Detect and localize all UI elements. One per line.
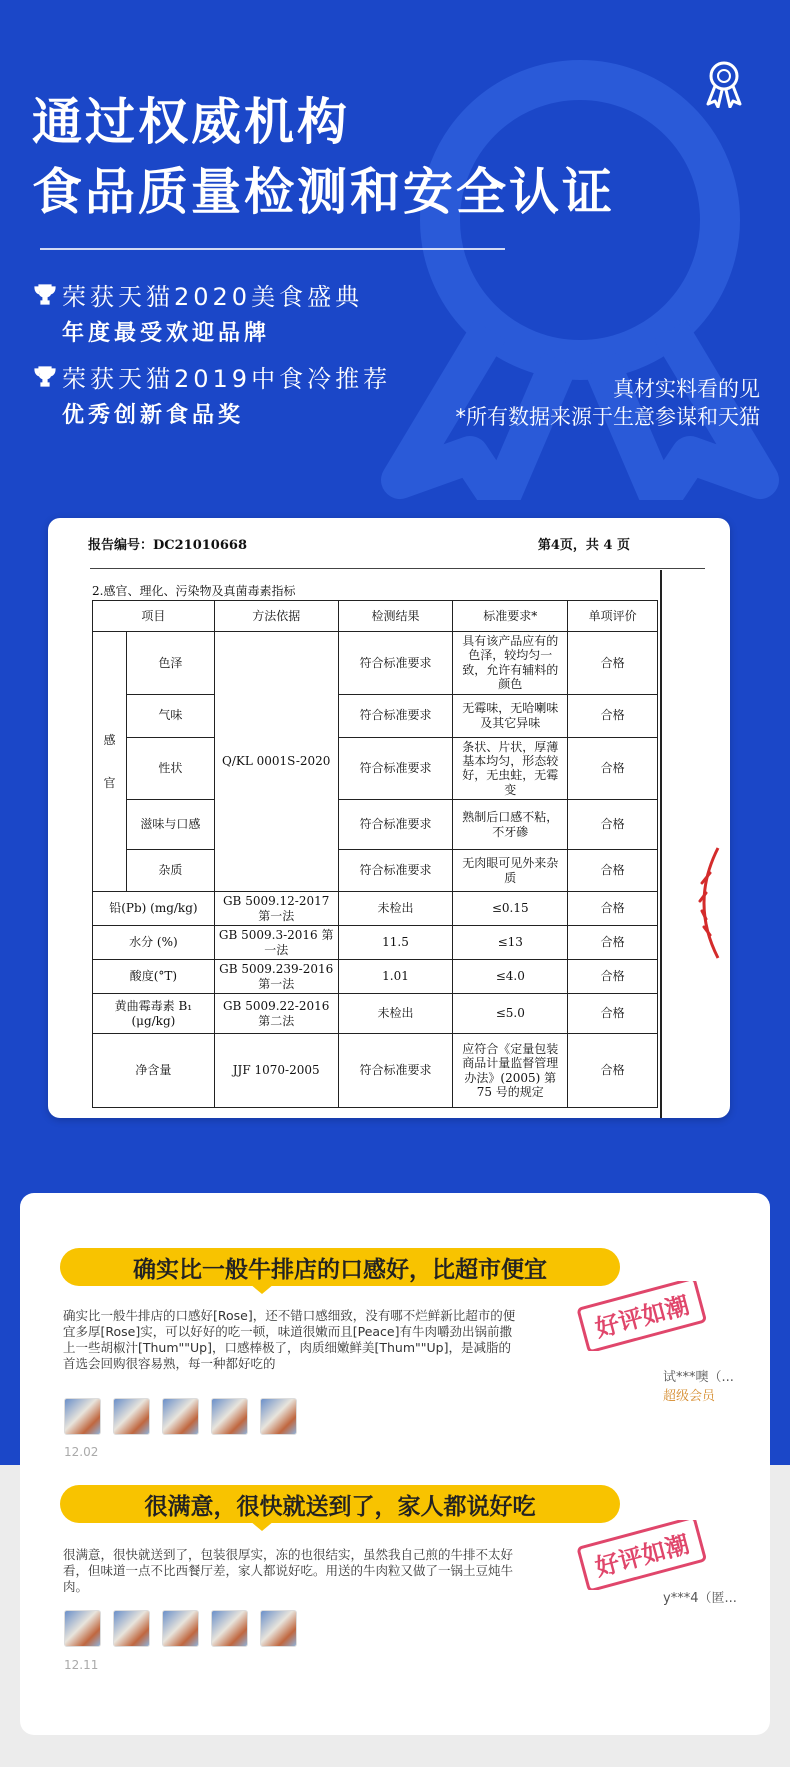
reviews-card bbox=[20, 1193, 770, 1735]
trophy-icon bbox=[34, 365, 56, 387]
hero-title-line2: 食品质量检测和安全认证 bbox=[32, 163, 615, 221]
review-photo-thumbnail[interactable] bbox=[162, 1398, 199, 1435]
table-cell: 合格 bbox=[568, 926, 658, 960]
table-cell: 色泽 bbox=[126, 632, 214, 695]
table-row bbox=[93, 1034, 658, 1108]
divider bbox=[90, 568, 705, 569]
table-cell: 铅(Pb) (mg/kg) bbox=[93, 892, 215, 926]
table-cell: GB 5009.3-2016 第一法 bbox=[214, 926, 338, 960]
table-cell: 合格 bbox=[568, 737, 658, 800]
table-cell: 1.01 bbox=[338, 960, 453, 994]
review-date: 12.11 bbox=[64, 1658, 99, 1672]
trophy-icon bbox=[34, 283, 56, 305]
review-photo-thumbnail[interactable] bbox=[64, 1398, 101, 1435]
review-photo-thumbnail[interactable] bbox=[64, 1610, 101, 1647]
table-cell: 无霉味，无哈喇味及其它异味 bbox=[453, 694, 568, 737]
sensory-method-cell: Q/KL 0001S-2020 bbox=[214, 632, 338, 892]
table-cell: 符合标准要求 bbox=[338, 694, 453, 737]
table-cell: 杂质 bbox=[126, 850, 214, 892]
award-subtitle: 年度最受欢迎品牌 bbox=[62, 321, 271, 346]
table-row bbox=[93, 926, 658, 960]
table-cell: 合格 bbox=[568, 850, 658, 892]
award-subtitle: 优秀创新食品奖 bbox=[62, 403, 245, 428]
table-row bbox=[93, 994, 658, 1034]
award-title: 荣获天猫2019中食冷推荐 bbox=[62, 364, 392, 393]
review-photo-thumbnail[interactable] bbox=[211, 1610, 248, 1647]
reviewer-name: 试***噢（... bbox=[663, 1370, 734, 1385]
good-review-stamp bbox=[572, 1281, 712, 1351]
table-cell: 无肉眼可见外来杂质 bbox=[453, 850, 568, 892]
review-headline-text: 很满意，很快就送到了，家人都说好吃 bbox=[144, 1493, 536, 1520]
table-row bbox=[93, 632, 658, 695]
review-photo-thumbnail[interactable] bbox=[211, 1398, 248, 1435]
table-header-row bbox=[93, 601, 658, 632]
award-item bbox=[34, 360, 391, 429]
review-headline bbox=[60, 1248, 620, 1286]
review-photo-thumbnail[interactable] bbox=[113, 1398, 150, 1435]
table-cell: 熟制后口感不粘，不牙碜 bbox=[453, 800, 568, 850]
table-header: 检测结果 bbox=[338, 601, 453, 632]
pill-tail bbox=[250, 1284, 274, 1294]
review-photo-thumbnail[interactable] bbox=[113, 1610, 150, 1647]
table-cell: 合格 bbox=[568, 892, 658, 926]
report-number: 报告编号：DC21010668 bbox=[88, 538, 247, 553]
table-row bbox=[93, 960, 658, 994]
table-cell: 未检出 bbox=[338, 892, 453, 926]
table-cell: 合格 bbox=[568, 694, 658, 737]
table-cell: 合格 bbox=[568, 800, 658, 850]
divider bbox=[660, 570, 662, 1118]
table-cell: 合格 bbox=[568, 994, 658, 1034]
table-header: 方法依据 bbox=[214, 601, 338, 632]
review-text: 确实比一般牛排店的口感好[Rose]，还不错口感细致，没有哪不烂鲜新比超市的便宜多厚[Rose]实，可以好好的吃一顿，味道很嫩而且[Peace]有牛肉嚼劲出锅前撒上一些胡椒汁[Thum""Up]，口感棒极了，肉质细嫩鲜美[Thum""Up]，是减脂的首选会回购很容易熟，每一种都好吃的 bbox=[63, 1308, 516, 1371]
table-cell: 水分 (%) bbox=[93, 926, 215, 960]
table-cell: 酸度(°T) bbox=[93, 960, 215, 994]
pill-tail bbox=[250, 1521, 274, 1531]
award-item bbox=[34, 278, 363, 347]
sensory-group-cell: 感 官 bbox=[93, 632, 127, 892]
table-header: 标准要求* bbox=[453, 601, 568, 632]
table-cell: 11.5 bbox=[338, 926, 453, 960]
table-cell: 未检出 bbox=[338, 994, 453, 1034]
table-cell: ≤5.0 bbox=[453, 994, 568, 1034]
stamp-text: 好评如潮 bbox=[592, 1291, 693, 1343]
table-row bbox=[93, 737, 658, 800]
review-photos bbox=[64, 1610, 297, 1647]
table-cell: 气味 bbox=[126, 694, 214, 737]
medal-background-icon bbox=[340, 60, 790, 500]
award-title: 荣获天猫2020美食盛典 bbox=[62, 282, 364, 311]
table-row bbox=[93, 850, 658, 892]
note-line1: 真材实料看的见 bbox=[613, 377, 760, 401]
table-cell: 黄曲霉毒素 B₁ (μg/kg) bbox=[93, 994, 215, 1034]
table-cell: 合格 bbox=[568, 960, 658, 994]
report-page: 第4页，共 4 页 bbox=[537, 538, 630, 553]
table-cell: 应符合《定量包装商品计量监督管理办法》(2005) 第 75 号的规定 bbox=[453, 1034, 568, 1108]
table-cell: 净含量 bbox=[93, 1034, 215, 1108]
table-row bbox=[93, 892, 658, 926]
table-cell: 符合标准要求 bbox=[338, 737, 453, 800]
stamp-text: 好评如潮 bbox=[592, 1530, 693, 1582]
table-cell: ≤13 bbox=[453, 926, 568, 960]
table-cell: GB 5009.12-2017 第一法 bbox=[214, 892, 338, 926]
report-table bbox=[92, 600, 658, 1108]
table-header: 项目 bbox=[93, 601, 215, 632]
hero-title-line1: 通过权威机构 bbox=[32, 93, 350, 151]
table-cell: ≤4.0 bbox=[453, 960, 568, 994]
table-cell: 符合标准要求 bbox=[338, 850, 453, 892]
table-cell: JJF 1070-2005 bbox=[214, 1034, 338, 1108]
review-headline-text: 确实比一般牛排店的口感好，比超市便宜 bbox=[133, 1256, 547, 1283]
table-cell: ≤0.15 bbox=[453, 892, 568, 926]
table-cell: 条状、片状，厚薄基本均匀，形态较好，无虫蛀，无霉变 bbox=[453, 737, 568, 800]
divider bbox=[40, 248, 505, 250]
official-seal-stamp bbox=[688, 843, 728, 963]
test-report-document bbox=[48, 518, 730, 1118]
table-cell: 符合标准要求 bbox=[338, 632, 453, 695]
review-photo-thumbnail[interactable] bbox=[162, 1610, 199, 1647]
table-cell: 合格 bbox=[568, 632, 658, 695]
table-cell: 滋味与口感 bbox=[126, 800, 214, 850]
table-cell: GB 5009.239-2016 第一法 bbox=[214, 960, 338, 994]
table-cell: 符合标准要求 bbox=[338, 800, 453, 850]
reviewer-name: y***4（匿... bbox=[663, 1591, 737, 1606]
table-cell: 性状 bbox=[126, 737, 214, 800]
table-cell: GB 5009.22-2016 第二法 bbox=[214, 994, 338, 1034]
award-ribbon-icon bbox=[700, 58, 748, 108]
table-cell: 符合标准要求 bbox=[338, 1034, 453, 1108]
table-header: 单项评价 bbox=[568, 601, 658, 632]
table-row bbox=[93, 800, 658, 850]
review-date: 12.02 bbox=[64, 1445, 99, 1459]
review-photos bbox=[64, 1398, 297, 1435]
review-photo-thumbnail[interactable] bbox=[260, 1398, 297, 1435]
review-photo-thumbnail[interactable] bbox=[260, 1610, 297, 1647]
table-cell: 合格 bbox=[568, 1034, 658, 1108]
note-line2: *所有数据来源于生意参谋和天猫 bbox=[455, 405, 760, 429]
table-cell: 具有该产品应有的色泽，较均匀一致，允许有辅料的颜色 bbox=[453, 632, 568, 695]
review-text: 很满意，很快就送到了，包装很厚实，冻的也很结实，虽然我自己煎的牛排不太好看，但味道一点不比西餐厅差，家人都说好吃。用送的牛肉粒又做了一锅土豆炖牛肉。 bbox=[63, 1547, 514, 1594]
review-headline bbox=[60, 1485, 620, 1523]
good-review-stamp bbox=[572, 1520, 712, 1590]
table-row bbox=[93, 694, 658, 737]
member-badge: 超级会员 bbox=[663, 1389, 716, 1404]
report-section-title: 2.感官、理化、污染物及真菌毒素指标 bbox=[92, 584, 296, 598]
